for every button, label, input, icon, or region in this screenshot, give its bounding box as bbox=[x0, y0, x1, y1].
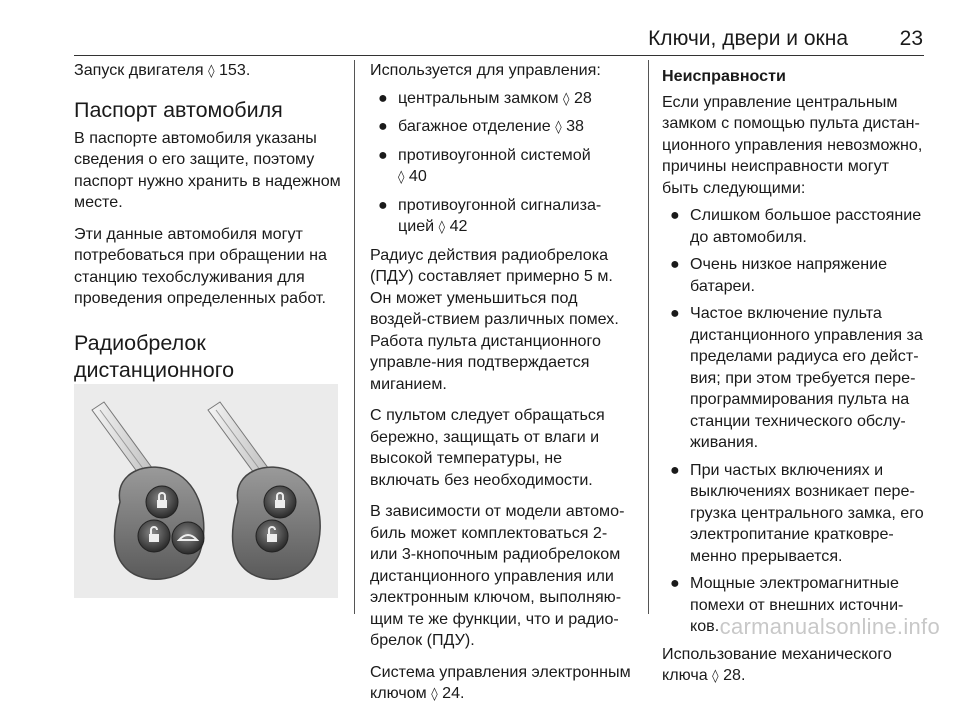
list-item: ● центральным замком ◊ 28 bbox=[370, 88, 636, 111]
faults-heading: Неисправности bbox=[662, 67, 786, 85]
list-item: ● Мощные электромагнитные помехи от внешних источни-ков. bbox=[670, 574, 904, 635]
bullet-icon: ● bbox=[670, 206, 680, 224]
usage-list bbox=[370, 88, 636, 239]
bullet-icon: ● bbox=[378, 88, 388, 107]
watermark: carmanualsonline.info bbox=[719, 614, 940, 639]
range-paragraph: Радиус действия радиобрелока (ПДУ) составляет примерно 5 м. Он может уменьшиться под воздей-ствием различных помех. Работа пульта дистанционного управле-ния подтверждается миганием. bbox=[370, 245, 619, 393]
ref-arrow-icon: ◊ bbox=[431, 687, 438, 702]
bullet-icon: ● bbox=[670, 304, 680, 322]
ref-arrow-icon: ◊ bbox=[563, 91, 570, 107]
list-item: ● Слишком большое расстояние до автомобиля. bbox=[670, 206, 922, 246]
header-title: Ключи, двери и окна bbox=[648, 27, 848, 50]
bullet-icon: ● bbox=[670, 460, 680, 479]
passport-paragraph-2: Эти данные автомобиля могут потребоваться при обращении на станцию техобслуживания для проведения определенных работ. bbox=[74, 224, 327, 307]
bullet-icon: ● bbox=[378, 117, 388, 135]
column-right bbox=[662, 60, 930, 698]
bullet-icon: ● bbox=[378, 195, 388, 214]
care-paragraph: С пультом следует обращаться бережно, защищать от влаги и высокой температуры, не включать без необходимости. bbox=[370, 406, 605, 489]
list-item: ● противоугонной системой ◊ 40 bbox=[378, 145, 591, 185]
column-divider-2 bbox=[648, 60, 649, 614]
list-item: ● Очень низкое напряжение батареи. bbox=[670, 255, 888, 295]
bullet-icon: ● bbox=[670, 574, 680, 592]
key-right bbox=[208, 402, 320, 579]
page-number: 23 bbox=[899, 27, 923, 50]
ref-arrow-icon: ◊ bbox=[438, 220, 446, 235]
list-item: ● При частых включениях и выключениях возникает пере-грузка центрального замка, его электропитание кратковре-менно прерывается. bbox=[670, 460, 924, 565]
mechanical-key-paragraph: Использование механического ключа ◊ 28. bbox=[662, 644, 892, 684]
list-item: ● багажное отделение ◊ 38 bbox=[370, 116, 636, 139]
ref-arrow-icon: ◊ bbox=[555, 120, 562, 135]
remote-heading-line-1: Радиобрелок bbox=[74, 330, 206, 355]
key-fob-illustration bbox=[74, 384, 338, 598]
column-left bbox=[74, 60, 346, 415]
remote-heading-line-2: дистанционного bbox=[74, 357, 235, 382]
column-divider-1 bbox=[354, 60, 355, 614]
intro-ref: 153. bbox=[218, 61, 251, 79]
ref-arrow-icon: ◊ bbox=[208, 64, 215, 79]
bullet-icon: ● bbox=[670, 255, 680, 273]
list-item: ● противоугонной сигнализа-цией ◊ 42 bbox=[378, 195, 602, 235]
usage-intro: Используется для управления: bbox=[370, 61, 601, 79]
faults-list bbox=[662, 205, 930, 638]
key-left bbox=[92, 402, 204, 579]
header-rule bbox=[74, 55, 924, 56]
passport-paragraph-1: В паспорте автомобиля указаны сведения о его защите, поэтому паспорт нужно хранить в надежном месте. bbox=[74, 128, 341, 211]
ref-arrow-icon: ◊ bbox=[398, 170, 405, 185]
column-middle bbox=[370, 60, 636, 716]
ref-arrow-icon: ◊ bbox=[712, 669, 719, 684]
intro-line bbox=[74, 60, 346, 83]
electronic-key-paragraph: Система управления электронным ключом ◊ 24. bbox=[370, 662, 631, 702]
intro-text: Запуск двигателя bbox=[74, 61, 204, 79]
passport-heading: Паспорт автомобиля bbox=[74, 97, 283, 122]
list-item: ● Частое включение пульта дистанционного управления за пределами радиуса его дейст-вия; при этом требуется пере-программирования пульта на станции технического обслу-живания. bbox=[670, 304, 923, 451]
key-fob-image bbox=[74, 384, 338, 598]
bullet-icon: ● bbox=[378, 145, 388, 164]
faults-intro: Если управление центральным замком с помощью пульта дистан-ционного управления невозможно, причины неисправности могут быть следующими: bbox=[662, 92, 923, 197]
variants-paragraph: В зависимости от модели автомо-биль может комплектоваться 2- или 3-кнопочным радиобрелоком дистанционного управления или электронным ключом, выполняю-щим те же функции, что и радио-брелок (ПДУ). bbox=[370, 502, 625, 649]
